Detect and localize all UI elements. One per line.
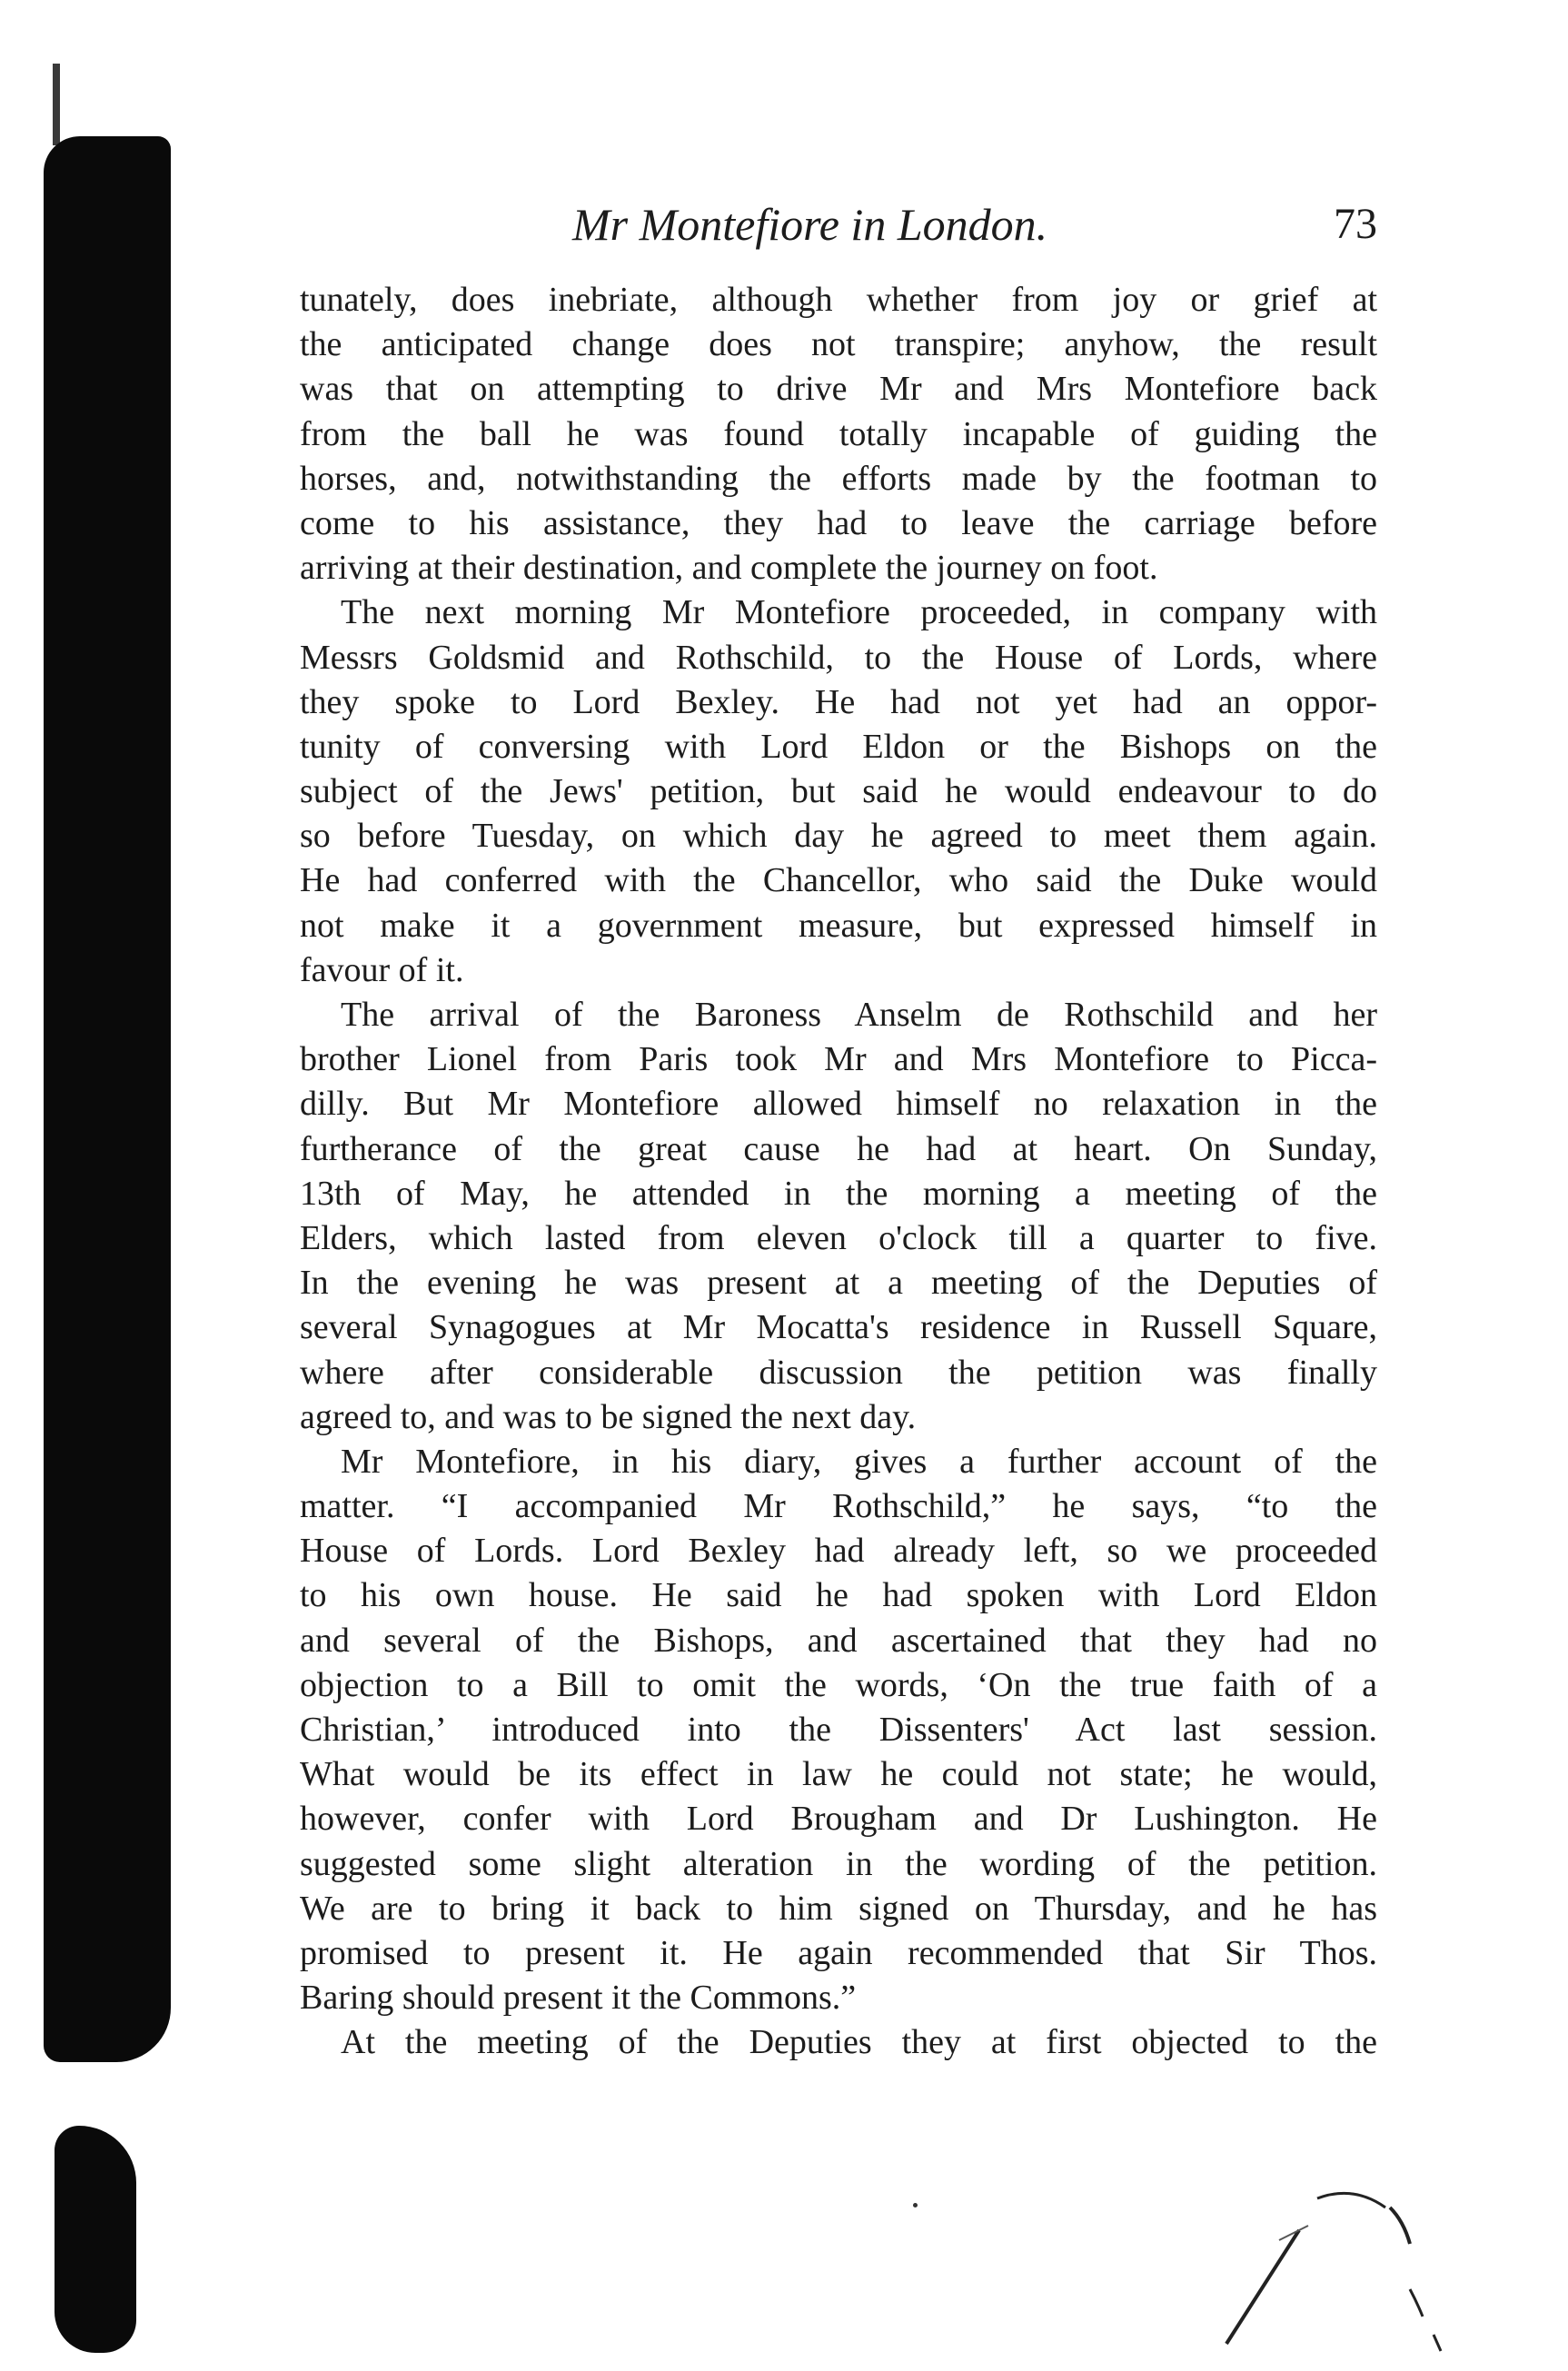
text-line: Christian,’ introduced into the Dissenters' Act last session. xyxy=(300,1711,1377,1749)
text-line: tunately, does inebriate, although whether from joy or grief at xyxy=(300,281,1377,319)
text-line: so before Tuesday, on which day he agreed to meet them again. xyxy=(300,817,1377,856)
text-line: The next morning Mr Montefiore proceeded, in company with xyxy=(341,593,1377,632)
text-line: furtherance of the great cause he had at heart. On Sunday, xyxy=(300,1129,1377,1168)
text-line: We are to bring it back to him signed on Thursday, and he has xyxy=(300,1889,1377,1928)
text-line: come to his assistance, they had to leave the carriage before xyxy=(300,503,1377,542)
text-line: dilly. But Mr Montefiore allowed himself no relaxation in the xyxy=(300,1085,1377,1124)
text-line: 13th of May, he attended in the morning a meeting of the xyxy=(300,1174,1377,1213)
text-line: Elders, which lasted from eleven o'clock till a quarter to five. xyxy=(300,1218,1377,1257)
text-line: In the evening he was present at a meeting of the Deputies of xyxy=(300,1264,1377,1303)
text-line: House of Lords. Lord Bexley had already left, so we proceeded xyxy=(300,1532,1377,1571)
scan-speck xyxy=(913,2203,918,2207)
text-line: Mr Montefiore, in his diary, gives a further account of the xyxy=(341,1442,1377,1481)
text-line: brother Lionel from Paris took Mr and Mrs Montefiore to Picca- xyxy=(300,1040,1377,1079)
pencil-scribble xyxy=(1172,2180,1444,2362)
scan-binding-mark xyxy=(53,64,60,145)
text-line: The arrival of the Baroness Anselm de Rothschild and her xyxy=(341,996,1377,1034)
text-line: where after considerable discussion the petition was finally xyxy=(300,1353,1377,1392)
text-line: agreed to, and was to be signed the next day. xyxy=(300,1397,917,1436)
text-line: matter. “I accompanied Mr Rothschild,” he says, “to the xyxy=(300,1487,1377,1526)
text-line: objection to a Bill to omit the words, ‘On the true faith of a xyxy=(300,1665,1377,1704)
text-line: suggested some slight alteration in the wording of the petition. xyxy=(300,1844,1377,1883)
running-title: Mr Montefiore in London. xyxy=(572,199,1048,250)
page-header xyxy=(300,193,1377,256)
text-line: not make it a government measure, but expressed himself in xyxy=(300,906,1377,945)
text-line: Messrs Goldsmid and Rothschild, to the House of Lords, where xyxy=(300,638,1377,677)
text-line: the anticipated change does not transpire; anyhow, the result xyxy=(300,325,1377,364)
text-line: subject of the Jews' petition, but said he would endeavour to do xyxy=(300,772,1377,811)
text-line: tunity of conversing with Lord Eldon or the Bishops on the xyxy=(300,727,1377,766)
text-line: they spoke to Lord Bexley. He had not yet had an oppor- xyxy=(300,682,1377,721)
text-line: was that on attempting to drive Mr and Mrs Montefiore back xyxy=(300,370,1377,409)
body-text xyxy=(300,278,1377,2066)
text-line: from the ball he was found totally incapable of guiding the xyxy=(300,414,1377,453)
scan-binding-shadow-lower xyxy=(55,2126,136,2353)
text-line: several Synagogues at Mr Mocatta's residence in Russell Square, xyxy=(300,1308,1377,1347)
text-line: horses, and, notwithstanding the efforts made by the footman to xyxy=(300,459,1377,498)
text-line: however, confer with Lord Brougham and Dr Lushington. He xyxy=(300,1800,1377,1839)
text-line: favour of it. xyxy=(300,950,464,989)
text-line: Baring should present it the Commons.” xyxy=(300,1979,857,2018)
text-line: promised to present it. He again recommended that Sir Thos. xyxy=(300,1933,1377,1972)
page-number: 73 xyxy=(1334,200,1377,248)
text-line: and several of the Bishops, and ascertained that they had no xyxy=(300,1621,1377,1660)
text-line: What would be its effect in law he could not state; he would, xyxy=(300,1755,1377,1794)
text-line: At the meeting of the Deputies they at first objected to the xyxy=(341,2023,1377,2062)
scan-binding-shadow xyxy=(44,136,171,2062)
text-line: arriving at their destination, and complete the journey on foot. xyxy=(300,549,1158,588)
text-line: He had conferred with the Chancellor, who said the Duke would xyxy=(300,861,1377,900)
text-line: to his own house. He said he had spoken with Lord Eldon xyxy=(300,1576,1377,1615)
